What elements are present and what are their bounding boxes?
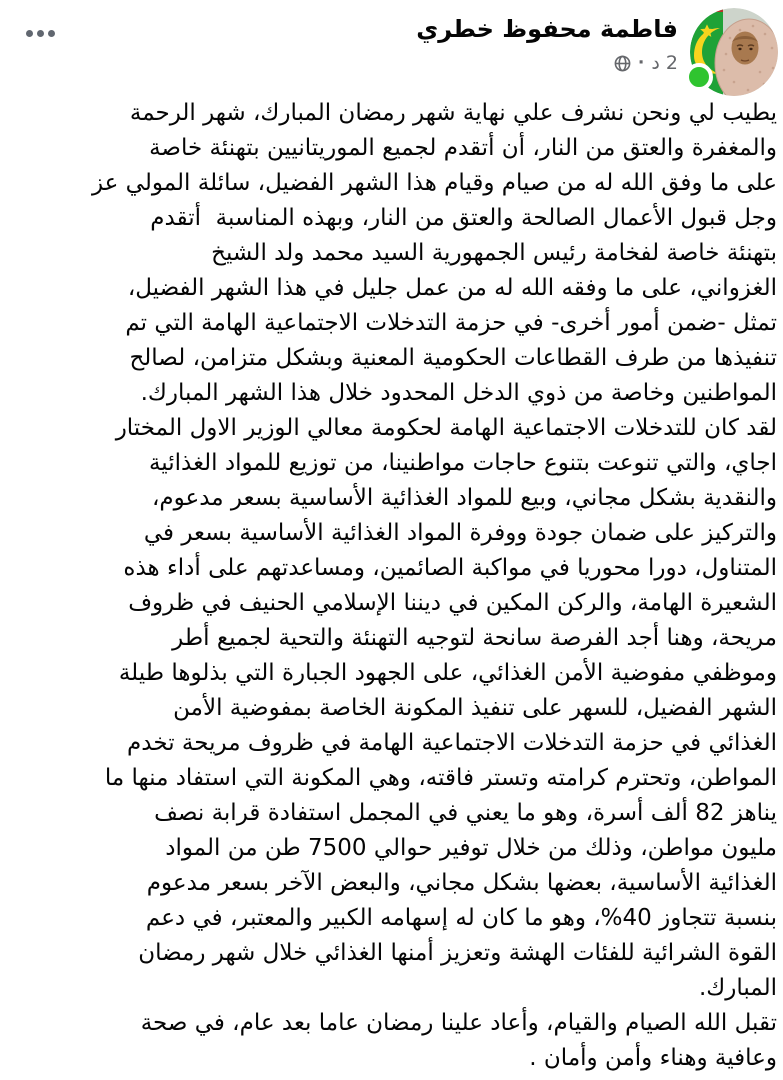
separator-dot: · — [637, 53, 645, 73]
body-text-line: يطيب لي ونحن نشرف علي نهاية شهر رمضان المبارك، شهر الرحمة — [129, 100, 777, 126]
body-text-line: تقبل الله الصيام والقيام، وأعاد علينا رمضان عاما بعد عام، في صحة — [140, 1010, 777, 1036]
more-dot-icon — [37, 30, 44, 37]
body-text-line: الشهر الفضيل، للسهر على تنفيذ المكونة الخاصة بمفوضية الأمن — [173, 695, 777, 721]
more-options-button[interactable] — [20, 24, 61, 43]
body-text-line: بنسبة تتجاوز 40%، وهو ما كان له إسهامه الكبير والمعتبر، في دعم — [145, 905, 777, 931]
more-dot-icon — [26, 30, 33, 37]
body-text-line: مريحة، وهنا أجد الفرصة سانحة لتوجيه التهنئة والتحية لجميع أطر — [172, 625, 777, 651]
body-text-line: مليون مواطن، وذلك من خلال توفير حوالي 7500 طن من المواد — [165, 835, 777, 861]
author-name[interactable]: فاطمة محفوظ خطري — [416, 15, 678, 43]
post-meta — [416, 13, 678, 75]
post-subline — [416, 51, 678, 75]
body-text-line: اجاي، والتي تنوعت بتنوع حاجات مواطنينا، من توزيع للمواد الغذائية — [148, 450, 777, 476]
avatar[interactable] — [690, 8, 778, 96]
body-text-line: الغذائي في حزمة التدخلات الاجتماعية الهامة في ظروف مريحة تخدم — [127, 730, 777, 756]
body-text-line: القوة الشرائية للفئات الهشة وتعزيز أمنها الغذائي خلال شهر رمضان — [138, 940, 777, 966]
body-text-line: والتركيز على ضمان جودة ووفرة المواد الغذائية الأساسية بسعر في — [143, 520, 777, 546]
body-text-line: المواطنين وخاصة من ذوي الدخل المحدود خلال هذا الشهر المبارك. — [140, 380, 777, 406]
globe-icon — [614, 55, 631, 72]
timestamp[interactable]: 2 د — [651, 52, 678, 74]
body-text-line: الغزواني، على ما وفقه الله له من عمل جليل في هذا الشهر الفضيل، — [127, 275, 777, 301]
body-text-line: بتهنئة خاصة لفخامة رئيس الجمهورية السيد محمد ولد الشيخ — [211, 240, 777, 266]
body-text-line: المتناول، دورا محوريا في مواكبة الصائمين، ومساعدتهم على أداء هذه — [123, 555, 777, 581]
body-text-line: الغذائية الأساسية، بعضها بشكل مجاني، والبعض الآخر بسعر مدعوم — [146, 870, 777, 896]
more-dot-icon — [48, 30, 55, 37]
post-body-text — [0, 96, 783, 1076]
body-text-line: تمثل -ضمن أمور أخرى- في حزمة التدخلات الاجتماعية الهامة التي تم — [125, 310, 777, 336]
online-status-dot — [685, 63, 713, 91]
body-text-line: المبارك. — [698, 975, 777, 1001]
body-text-line: لقد كان للتدخلات الاجتماعية الهامة لحكومة معالي الوزير الاول المختار — [115, 415, 777, 441]
body-text-line: والمغفرة والعتق من النار، أن أتقدم لجميع الموريتانيين بتهنئة خاصة — [149, 135, 777, 161]
body-text-line: والنقدية بشكل مجاني، وبيع للمواد الغذائية الأساسية بسعر مدعوم، — [151, 485, 777, 511]
body-text-line: على ما وفق الله له من صيام وقيام هذا الشهر الفضيل، سائلة المولي عز — [91, 170, 777, 196]
body-text-line: الشعيرة الهامة، والركن المكين في ديننا الإسلامي الحنيف في ظروف — [128, 590, 777, 616]
body-text-line: يناهز 82 ألف أسرة، وهو ما يعني في المجمل استفادة قرابة نصف — [154, 800, 777, 826]
body-text-line: وعافية وهناء وأمن وأمان . — [529, 1045, 777, 1071]
post-header — [0, 0, 783, 92]
body-text-line: تنفيذها من طرف القطاعات الحكومية المعنية وبشكل متزامن، لصالح — [129, 345, 777, 371]
body-text-line: وموظفي مفوضية الأمن الغذائي، على الجهود الجبارة التي بذلوها طيلة — [118, 660, 777, 686]
body-text-line: وجل قبول الأعمال الصالحة والعتق من النار، وبهذه المناسبة أتقدم — [150, 205, 777, 231]
body-text-line: المواطن، وتحترم كرامته وتستر فاقته، وهي المكونة التي استفاد منها ما — [104, 765, 777, 791]
